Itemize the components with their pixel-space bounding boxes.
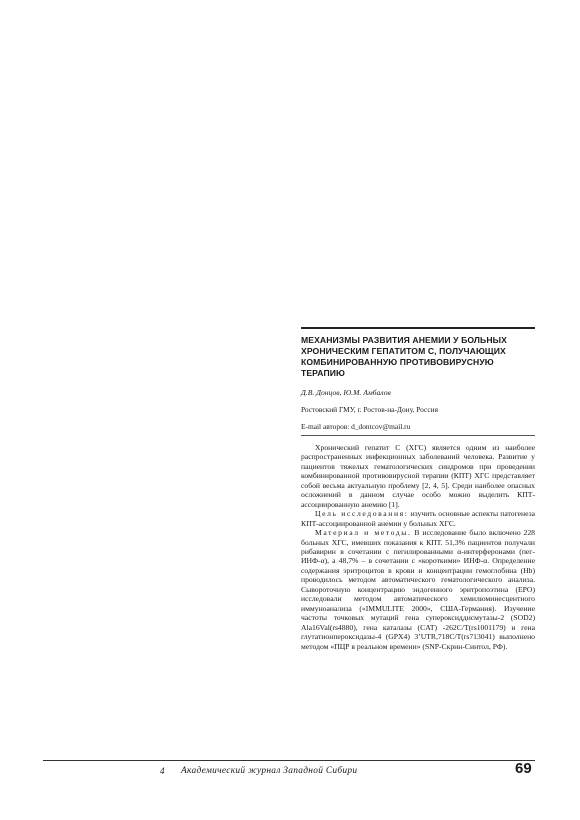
page-number: 69 — [515, 760, 532, 777]
aim-paragraph — [301, 509, 535, 528]
methods-paragraph — [301, 528, 535, 651]
article-email: E-mail авторов: d_dontcov@mail.ru — [301, 422, 411, 431]
article-affiliation: Ростовский ГМУ, г. Ростов-на-Дону, Россия — [301, 405, 438, 414]
footer-journal-name: Академический журнал Западной Сибири — [181, 766, 358, 776]
aim-text: изучить основные аспекты патогенеза КПТ-ассоциированной анемии у больных ХГС. — [301, 509, 536, 528]
methods-text: В исследование было включено 228 больных ХГС, имевших показания к КПТ. 51,3% пациентов получали рибавирин в сочетании с пегилированными α-интерферонами (пег-ИНФ-α), а 48,7% – в сочетании с «короткими» ИНФ-α. Определение содержания эритроцитов в крови и концентрации гемоглобина (Hb) проводилось методом автоматического гематологического анализа. Сывороточную концентрацию эндогенного эритропоэтина (EPO) исследовали методом автоматического хемилюминесцентного иммуноанализа («IMMULITE 2000», США-Германия). Изучение частоты точковых мутаций гена супероксиддисмутазы-2 (SOD2) Ala16Val(rs4880), гена каталазы (CAT) -262C/T(rs1001179) и гена глутатионпероксидазы-4 (GPX4) 3’UTR,718C/T(rs713041) выполнено методом «ПЦР в реальном времени» (SNP-Скрин-Синтол, РФ). — [301, 528, 535, 651]
aim-heading: Цель исследования: — [315, 509, 409, 519]
methods-heading: Материал и методы. — [315, 528, 412, 538]
header-divider — [301, 435, 535, 436]
article-authors: Д.В. Донцов, Ю.М. Амбалов — [301, 388, 391, 397]
intro-paragraph: Хронический гепатит С (ХГС) является одним из наиболее распространенных инфекционных заболеваний человека. Развитие у пациентов тяжелых гематологических синдромов при проведении комбинированной противовирусной терапии (КПТ) ХГС представляет собой весьма актуальную проблему [2, 4, 5]. Среди наиболее опасных осложнений в данном случае особо можно выделить КПТ-ассоциированную анемию [1]. — [301, 443, 535, 509]
article-title: МЕХАНИЗМЫ РАЗВИТИЯ АНЕМИИ У БОЛЬНЫХ ХРОНИЧЕСКИМ ГЕПАТИТОМ С, ПОЛУЧАЮЩИХ КОМБИНИРОВАННУЮ ПРОТИВОВИРУСНУЮ ТЕРАПИЮ — [301, 335, 507, 378]
footer-issue-number: 4 — [160, 766, 165, 776]
footer-divider — [43, 760, 535, 761]
article — [301, 327, 535, 651]
top-divider — [301, 327, 535, 329]
